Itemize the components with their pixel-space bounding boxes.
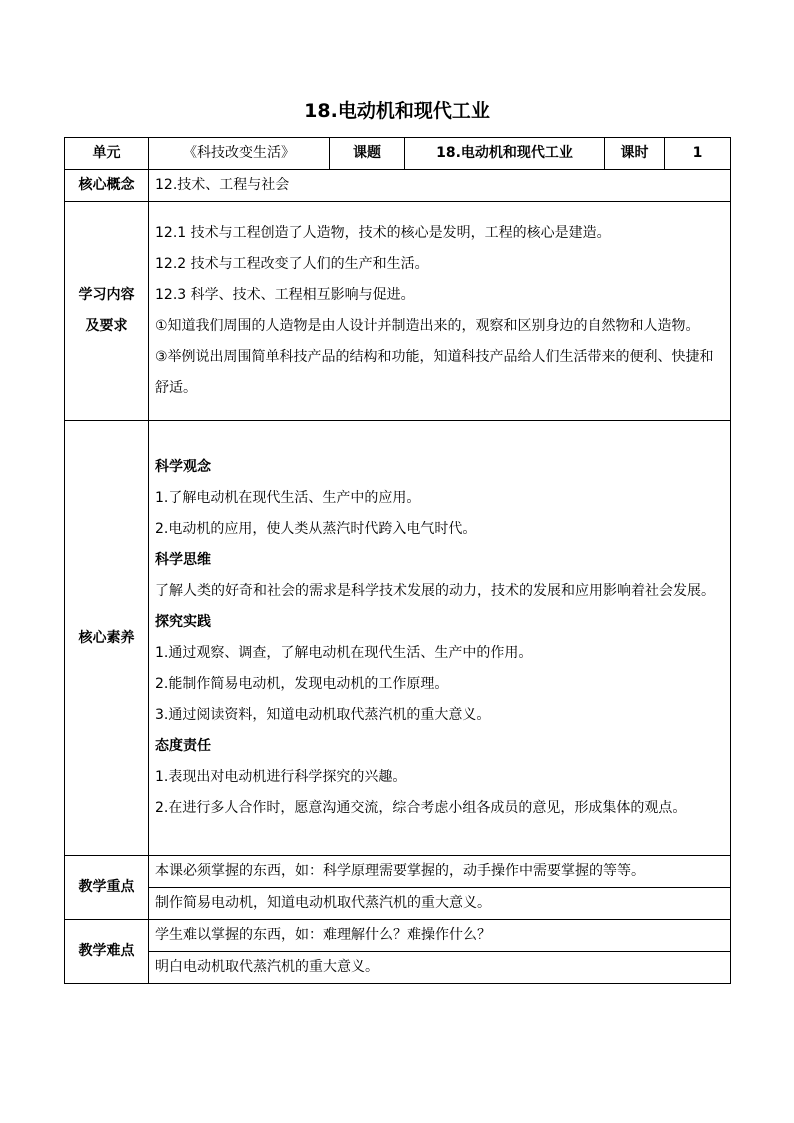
key-points-text-row bbox=[65, 888, 731, 920]
section-line: 2.电动机的应用，使人类从蒸汽时代跨入电气时代。 bbox=[155, 521, 477, 537]
document-title: 18.电动机和现代工业 bbox=[304, 100, 490, 122]
key-points-label: 教学重点 bbox=[65, 856, 149, 920]
literacy-content bbox=[149, 421, 731, 856]
difficulties-text: 明白电动机取代蒸汽机的重大意义。 bbox=[149, 952, 731, 984]
section-line: 了解人类的好奇和社会的需求是科学技术发展的动力，技术的发展和应用影响着社会发展。 bbox=[155, 583, 715, 599]
periods-label: 课时 bbox=[605, 138, 665, 170]
literacy-row bbox=[65, 421, 731, 856]
topic-value: 18.电动机和现代工业 bbox=[405, 138, 605, 170]
section-line: 2.能制作简易电动机，发现电动机的工作原理。 bbox=[155, 676, 449, 692]
section-line: 1.了解电动机在现代生活、生产中的应用。 bbox=[155, 490, 421, 506]
section-heading: 科学思维 bbox=[155, 552, 211, 568]
literacy-label: 核心素养 bbox=[65, 421, 149, 856]
learning-label-line1: 学习内容 bbox=[78, 287, 135, 303]
learning-label-line2: 及要求 bbox=[85, 318, 128, 334]
learning-row bbox=[65, 202, 731, 421]
header-row bbox=[65, 138, 731, 170]
learning-line: ③举例说出周围简单科技产品的结构和功能，知道科技产品给人们生活带来的便利、快捷和舒适。 bbox=[155, 349, 714, 396]
section-line: 3.通过阅读资料，知道电动机取代蒸汽机的重大意义。 bbox=[155, 707, 491, 723]
difficulties-row bbox=[65, 920, 731, 952]
core-concept-text: 12.技术、工程与社会 bbox=[149, 170, 731, 202]
periods-value: 1 bbox=[665, 138, 731, 170]
core-concept-row bbox=[65, 170, 731, 202]
learning-content bbox=[149, 202, 731, 421]
learning-line: ①知道我们周围的人造物是由人设计并制造出来的，观察和区别身边的自然物和人造物。 bbox=[155, 318, 700, 334]
section-heading: 态度责任 bbox=[155, 738, 211, 754]
unit-value: 《科技改变生活》 bbox=[149, 138, 330, 170]
learning-line: 12.1 技术与工程创造了人造物，技术的核心是发明，工程的核心是建造。 bbox=[155, 225, 611, 241]
learning-line: 12.3 科学、技术、工程相互影响与促进。 bbox=[155, 287, 415, 303]
difficulties-text-row bbox=[65, 952, 731, 984]
section-heading: 探究实践 bbox=[155, 614, 211, 630]
key-points-text: 制作简易电动机，知道电动机取代蒸汽机的重大意义。 bbox=[149, 888, 731, 920]
unit-label: 单元 bbox=[65, 138, 149, 170]
section-line: 2.在进行多人合作时，愿意沟通交流，综合考虑小组各成员的意见，形成集体的观点。 bbox=[155, 800, 687, 816]
core-concept-label: 核心概念 bbox=[65, 170, 149, 202]
section-heading: 科学观念 bbox=[155, 459, 211, 475]
section-line: 1.表现出对电动机进行科学探究的兴趣。 bbox=[155, 769, 407, 785]
difficulties-label: 教学难点 bbox=[65, 920, 149, 984]
lesson-plan-table bbox=[64, 137, 731, 984]
key-points-row bbox=[65, 856, 731, 888]
key-points-hint: 本课必须掌握的东西，如：科学原理需要掌握的，动手操作中需要掌握的等等。 bbox=[149, 856, 731, 888]
topic-label: 课题 bbox=[330, 138, 405, 170]
difficulties-hint: 学生难以掌握的东西，如：难理解什么？难操作什么？ bbox=[149, 920, 731, 952]
learning-label bbox=[65, 202, 149, 421]
learning-line: 12.2 技术与工程改变了人们的生产和生活。 bbox=[155, 256, 429, 272]
section-line: 1.通过观察、调查，了解电动机在现代生活、生产中的作用。 bbox=[155, 645, 533, 661]
